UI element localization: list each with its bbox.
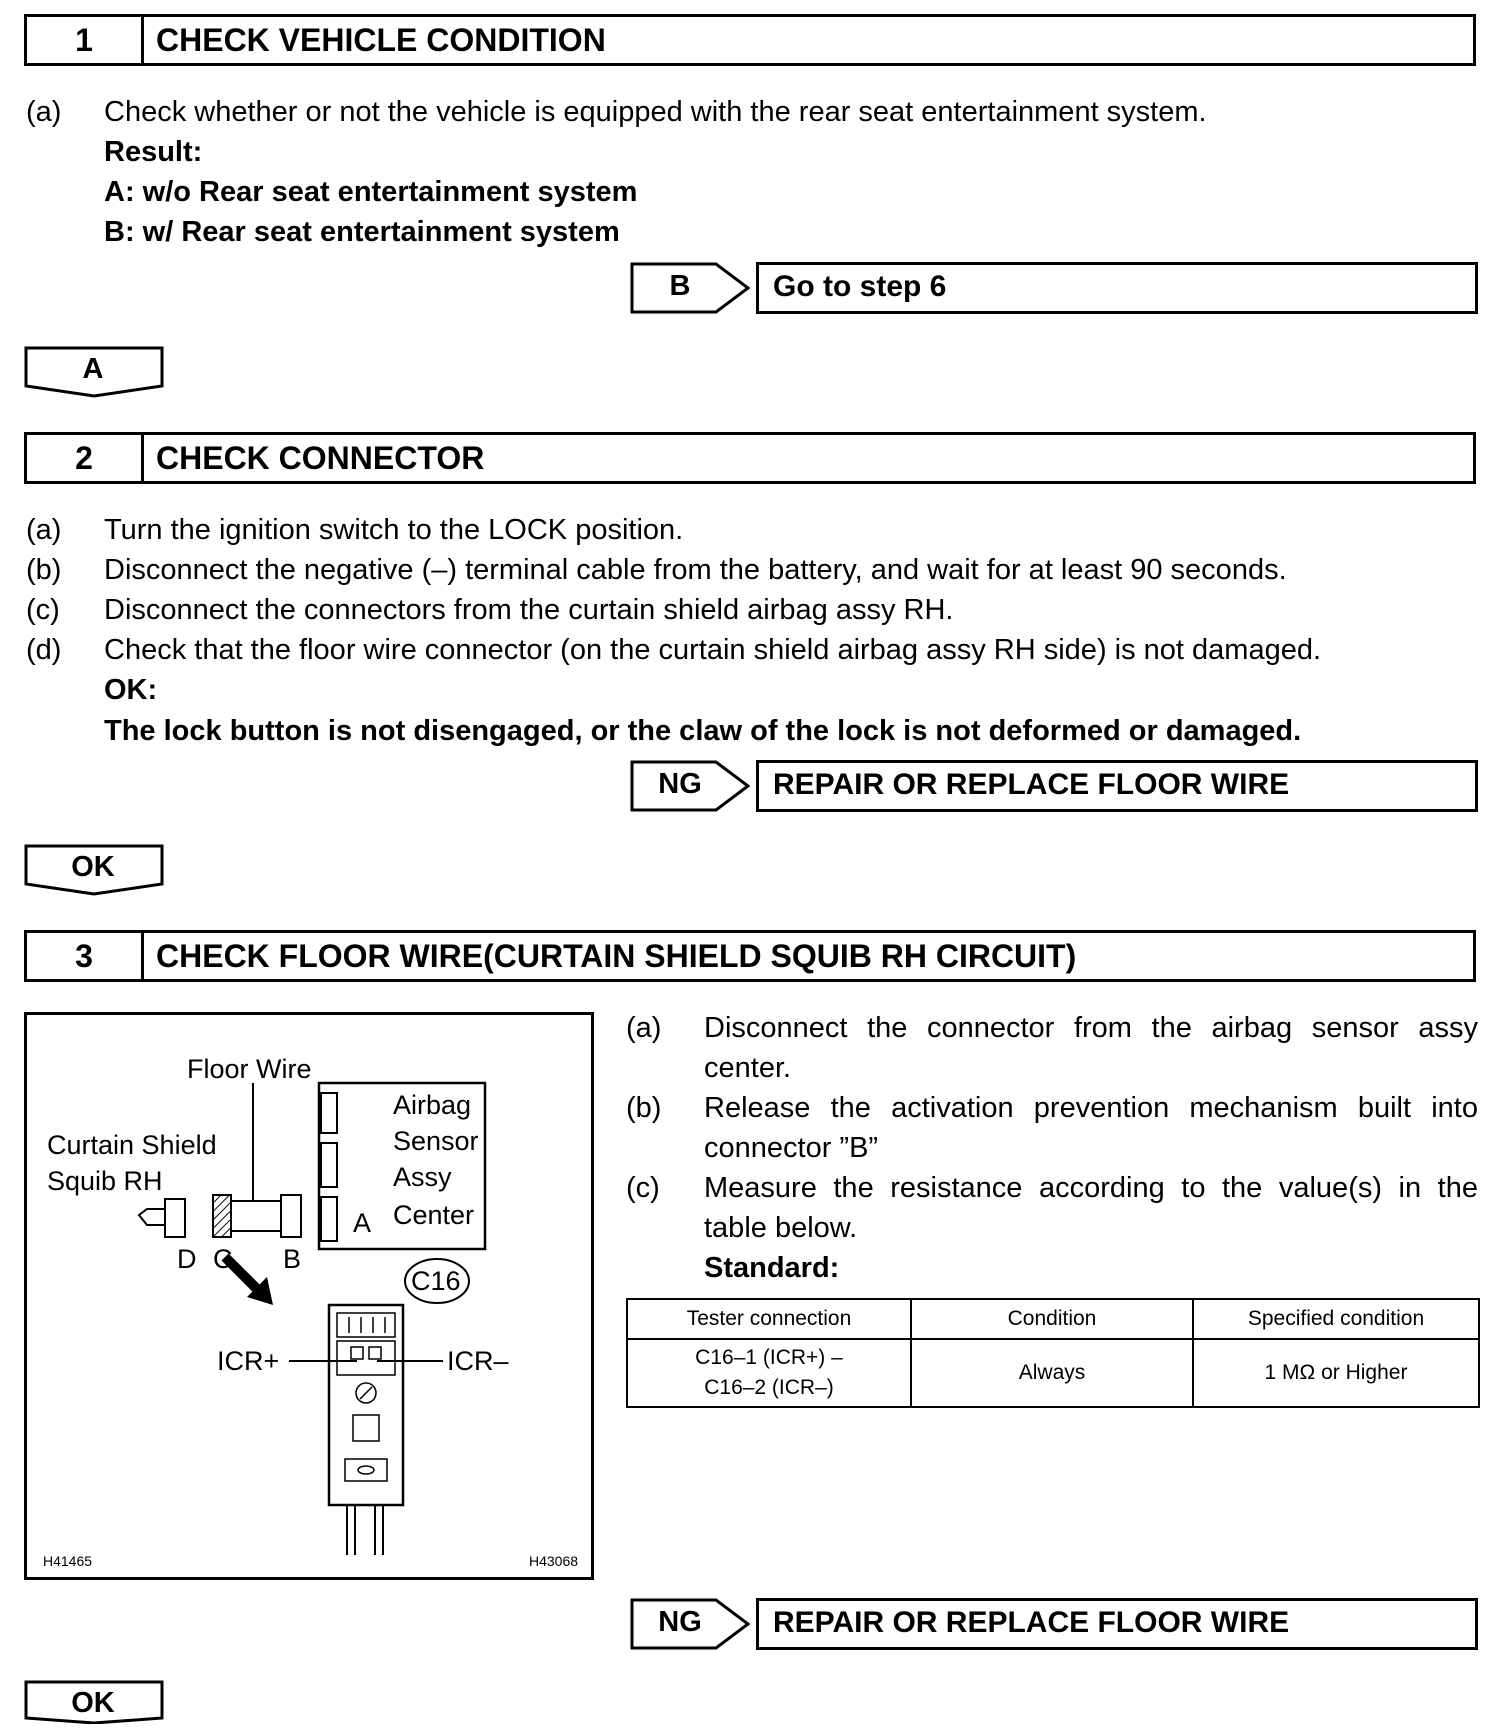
connection-line2: C16–2 (ICR–) [704,1376,834,1399]
item-label: (b) [26,554,62,586]
item-label: (b) [626,1092,662,1124]
branch-label: NG [658,768,702,800]
column-header: Tester connection [627,1299,911,1339]
item-label: (c) [26,594,60,626]
next-tag [24,346,164,398]
next-tag-label: OK [71,851,115,883]
item-label: (d) [26,634,62,666]
branch-arrow [630,262,750,314]
item-text: Turn the ignition switch to the LOCK position. [104,514,684,546]
branch-arrow [630,1598,750,1650]
item-label: (a) [26,514,62,546]
result-a: A: w/o Rear seat entertainment system [104,176,638,208]
center-label: Center [393,1200,475,1230]
connector-diagram [24,1012,594,1580]
item-text-line1: Measure the resistance according to the value(s) in the [704,1172,1478,1204]
next-tag [24,1680,164,1732]
item-text: Disconnect the connectors from the curtain shield airbag assy RH. [104,594,954,626]
step-title: CHECK CONNECTOR [156,439,485,476]
squib-rh-label: Squib RH [47,1166,163,1196]
assy-label: Assy [393,1162,452,1192]
icr-plus-label: ICR+ [217,1346,280,1376]
diagram-drawing [27,1015,591,1577]
item-text: Check that the floor wire connector (on the curtain shield airbag assy RH side) is not damaged. [104,634,1322,666]
letter-a: A [353,1208,372,1238]
branch-label: NG [658,1606,702,1638]
step-1-header [24,14,1476,66]
table-row [627,1339,1479,1407]
standard-heading: Standard: [704,1252,840,1284]
next-tag [24,844,164,896]
step-3-header [24,930,1476,982]
connection-line1: C16–1 (ICR+) – [695,1346,843,1369]
result-heading: Result: [104,136,203,168]
step-2-header [24,432,1476,484]
tester-connection-cell [627,1339,911,1407]
result-b: B: w/ Rear seat entertainment system [104,216,620,248]
floor-wire-label: Floor Wire [187,1054,312,1084]
letter-c: C [213,1244,233,1274]
item-label: (c) [626,1172,660,1204]
branch-action: Go to step 6 [756,262,1478,314]
branch-arrow [630,760,750,812]
condition-cell: Always [911,1339,1193,1407]
icr-minus-label: ICR– [447,1346,509,1376]
step-number: 3 [27,933,144,979]
column-header: Condition [911,1299,1193,1339]
next-tag-label: A [82,353,104,385]
item-text: Disconnect the negative (–) terminal cable from the battery, and wait for at least 90 seconds. [104,554,1287,586]
branch-label: B [669,270,691,302]
specified-condition-cell: 1 MΩ or Higher [1193,1339,1479,1407]
column-header: Specified condition [1193,1299,1479,1339]
spec-table [626,1298,1480,1408]
item-label: (a) [626,1012,662,1044]
item-text: Check whether or not the vehicle is equipped with the rear seat entertainment system. [104,96,1207,128]
step-number: 2 [27,435,144,481]
figure-code-left: H41465 [43,1553,93,1569]
item-text-line2: connector ”B” [704,1132,879,1164]
item-label: (a) [26,96,62,128]
letter-d: D [177,1244,197,1274]
item-text-line1: Disconnect the connector from the airbag sensor assy [704,1012,1478,1044]
figure-code-right: H43068 [529,1553,579,1569]
sensor-label: Sensor [393,1126,479,1156]
ok-text: The lock button is not disengaged, or the claw of the lock is not deformed or damaged. [104,715,1302,747]
ok-heading: OK: [104,674,158,706]
curtain-shield-label: Curtain Shield [47,1130,217,1160]
next-tag-label: OK [71,1687,115,1719]
airbag-label: Airbag [393,1090,472,1120]
item-text-line2: table below. [704,1212,858,1244]
branch-action: REPAIR OR REPLACE FLOOR WIRE [756,1598,1478,1650]
table-header-row [627,1299,1479,1339]
connector-c16-label: C16 [411,1266,461,1296]
step-number: 1 [27,17,144,63]
branch-action: REPAIR OR REPLACE FLOOR WIRE [756,760,1478,812]
letter-b: B [283,1244,302,1274]
item-text-line1: Release the activation prevention mechanism built into [704,1092,1478,1124]
item-text-line2: center. [704,1052,792,1084]
step-title: CHECK FLOOR WIRE(CURTAIN SHIELD SQUIB RH CIRCUIT) [156,937,1077,974]
step-title: CHECK VEHICLE CONDITION [156,21,606,58]
